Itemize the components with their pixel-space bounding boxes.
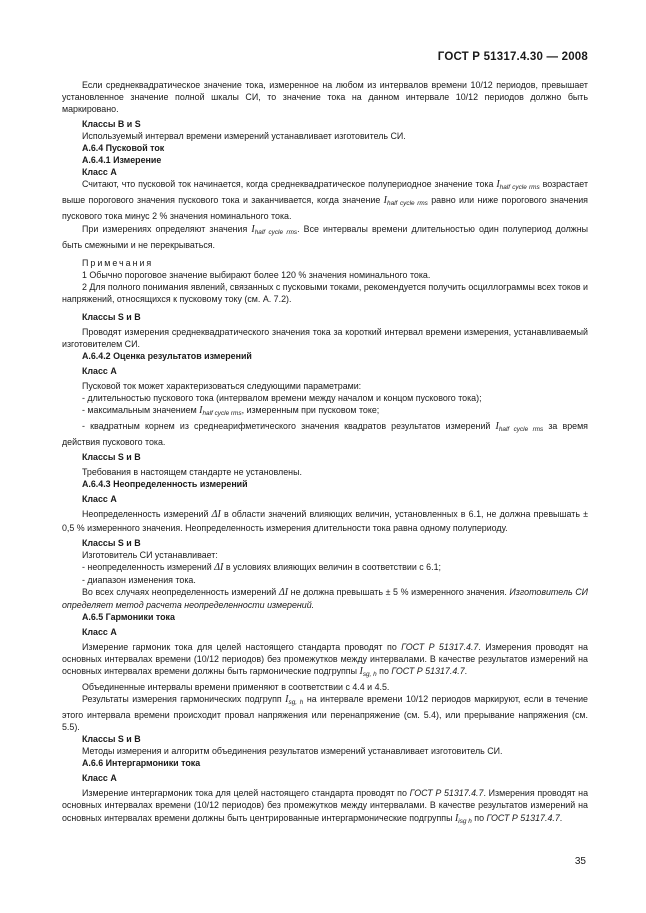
list-item: - диапазон изменения тока. — [82, 574, 196, 585]
list-item: - максимальным значением $I_{half cycle rms}$, измеренным при пусковом токе; — [82, 405, 380, 418]
list-item: - квадратным корнем из среднеарифметического значения квадратов результатов измерений $I_{half cycle rms}$ за время действия пускового тока. — [62, 421, 588, 448]
paragraph: Измерение гармоник тока для целей настоящего стандарта проводят по ГОСТ Р 51317.4.7. Измерения проводят на основных интервалах времени (10/12 периодов) без промежутков между интервалами. В качестве результатов измерений на основных интервалах времени должны быть гармонические подгруппы $I_{sg, h}$ по ГОСТ Р 51317.4.7. — [62, 641, 588, 679]
section-heading: А.6.4.2 Оценка результатов измерений — [82, 350, 252, 361]
document-body — [62, 79, 588, 828]
current-symbol: I — [496, 179, 500, 191]
class-heading: Класс А — [82, 365, 117, 376]
notes-heading: Примечания — [82, 257, 154, 268]
delta-symbol: ΔI — [211, 509, 221, 521]
paragraph: Считают, что пусковой ток начинается, когда среднеквадратическое полупериодное значение тока $I_{half cycle rms}$ возрастает выше порогового значения пускового тока и заканчивается, когда значение $I_{half cycle rms}$ равно или ниже порогового значения пускового тока минус 2 % значения номинального тока. — [62, 179, 589, 222]
paragraph: Неопределенность измерений ΔI в области значений влияющих величин, установленных в 6.1, не должна превышать ± 0,5 % измеренного значения. Неопределенность измерения длительности тока равна одному полупериоду. — [62, 509, 588, 533]
current-subscript: half cycle rms — [498, 426, 544, 434]
class-heading: Класс А — [82, 494, 117, 505]
page-number: 35 — [574, 856, 586, 867]
current-symbol: I — [454, 812, 459, 824]
current-symbol: I — [251, 223, 255, 235]
current-subscript: sg, h — [362, 671, 377, 679]
class-heading: Класс А — [82, 167, 117, 178]
delta-symbol: ΔI — [278, 586, 289, 598]
section-heading: А.6.4 Пусковой ток — [82, 143, 165, 154]
class-heading: Классы S и В — [82, 537, 141, 548]
note-2: 2 Для полного понимания явлений, связанных с пусковыми токами, рекомендуется получить осциллограммы всех токов и напряжений, относящихся к пусковому току (см. А. 7.2). — [62, 281, 588, 304]
paragraph: Объединенные интервалы времени применяют в соответствии с 4.4 и 4.5. — [82, 682, 390, 693]
section-heading: А.6.4.1 Измерение — [82, 155, 162, 166]
section-heading: Классы В и S — [82, 119, 141, 130]
paragraph: Результаты измерения гармонических подгрупп $I_{sg, h}$ на интервале времени 10/12 периодов маркируют, если в течение этого интервала времени происходит провал напряжения или перенапряжение (см. 5.4), или прерывание напряжения (см. 5.5). — [62, 694, 588, 733]
paragraph: Используемый интервал времени измерений устанавливает изготовитель СИ. — [82, 131, 406, 142]
current-symbol: I — [359, 666, 363, 678]
paragraph: Пусковой ток может характеризоваться следующими параметрами: — [82, 381, 362, 392]
current-subscript: sg, h — [288, 699, 304, 707]
current-symbol: I — [383, 195, 388, 207]
paragraph: При измерениях определяют значения $I_{half cycle rms}$. Все интервалы времени длительностью один полупериод должны быть смежными и не перекрываться. — [62, 223, 589, 250]
standard-reference: ГОСТ Р 51317.4.7 — [409, 788, 484, 799]
document-header: ГОСТ Р 51317.4.30 — 2008 — [437, 51, 588, 63]
delta-symbol: ΔI — [214, 561, 224, 573]
standard-reference: ГОСТ Р 51317.4.7 — [486, 812, 560, 823]
standard-reference: ГОСТ Р 51317.4.7 — [391, 666, 465, 677]
section-heading: А.6.6 Интергармоники тока — [82, 758, 201, 769]
current-subscript: half cycle rms — [254, 228, 298, 236]
current-subscript: half cycle rms — [202, 410, 242, 418]
current-subscript: isg h — [458, 817, 472, 825]
current-subscript: half cycle rms — [499, 184, 540, 192]
paragraph: Если среднеквадратическое значение тока, измеренное на любом из интервалов времени 10/12 периодов, превышает установленное значение полной шкалы СИ, то значение тока на данном интервале 10/12 периодов должно быть маркировано. — [62, 80, 588, 115]
paragraph: Во всех случаях неопределенность измерений ΔI не должна превышать ± 5 % измеренного значения. Изготовитель СИ определяет метод расчета неопределенности измерений. — [62, 586, 588, 610]
section-heading: А.6.5 Гармоники тока — [82, 611, 175, 622]
current-symbol: I — [199, 405, 203, 417]
current-subscript: half cycle rms — [387, 200, 428, 208]
paragraph: Методы измерения и алгоритм объединения результатов измерений устанавливает изготовитель СИ. — [82, 746, 503, 757]
class-heading: Классы S и В — [82, 311, 141, 322]
note-1: 1 Обычно пороговое значение выбирают более 120 % значения номинального тока. — [82, 269, 431, 280]
paragraph: Измерение интергармоник тока для целей настоящего стандарта проводят по ГОСТ Р 51317.4.7. Измерения проводят на основных интервалах времени (10/12 периодов) без промежутков между интервалами. В качестве результатов измерений на основных интервалах времени должны быть центрированные интергармонические подгруппы $I_{isg h}$ по ГОСТ Р 51317.4.7. — [62, 788, 589, 825]
paragraph: Требования в настоящем стандарте не установлены. — [82, 467, 302, 478]
current-symbol: I — [495, 421, 499, 433]
class-heading: Класс А — [82, 626, 117, 637]
list-item: - длительностью пускового тока (интервалом времени между началом и концом пускового тока); — [82, 393, 482, 404]
current-symbol: I — [285, 694, 289, 706]
paragraph: Изготовитель СИ устанавливает: — [82, 549, 218, 560]
list-item: - неопределенность измерений ΔI в условиях влияющих величин в соответствии с 6.1; — [82, 561, 441, 573]
class-heading: Классы S и В — [82, 452, 141, 463]
paragraph: Проводят измерения среднеквадратического значения тока за короткий интервал времени измерения, устанавливаемый изготовителем СИ. — [62, 326, 588, 349]
section-heading: А.6.4.3 Неопределенность измерений — [82, 479, 248, 490]
class-heading: Классы S и В — [82, 734, 141, 745]
standard-reference: ГОСТ Р 51317.4.7 — [401, 641, 479, 652]
class-heading: Класс А — [82, 773, 117, 784]
